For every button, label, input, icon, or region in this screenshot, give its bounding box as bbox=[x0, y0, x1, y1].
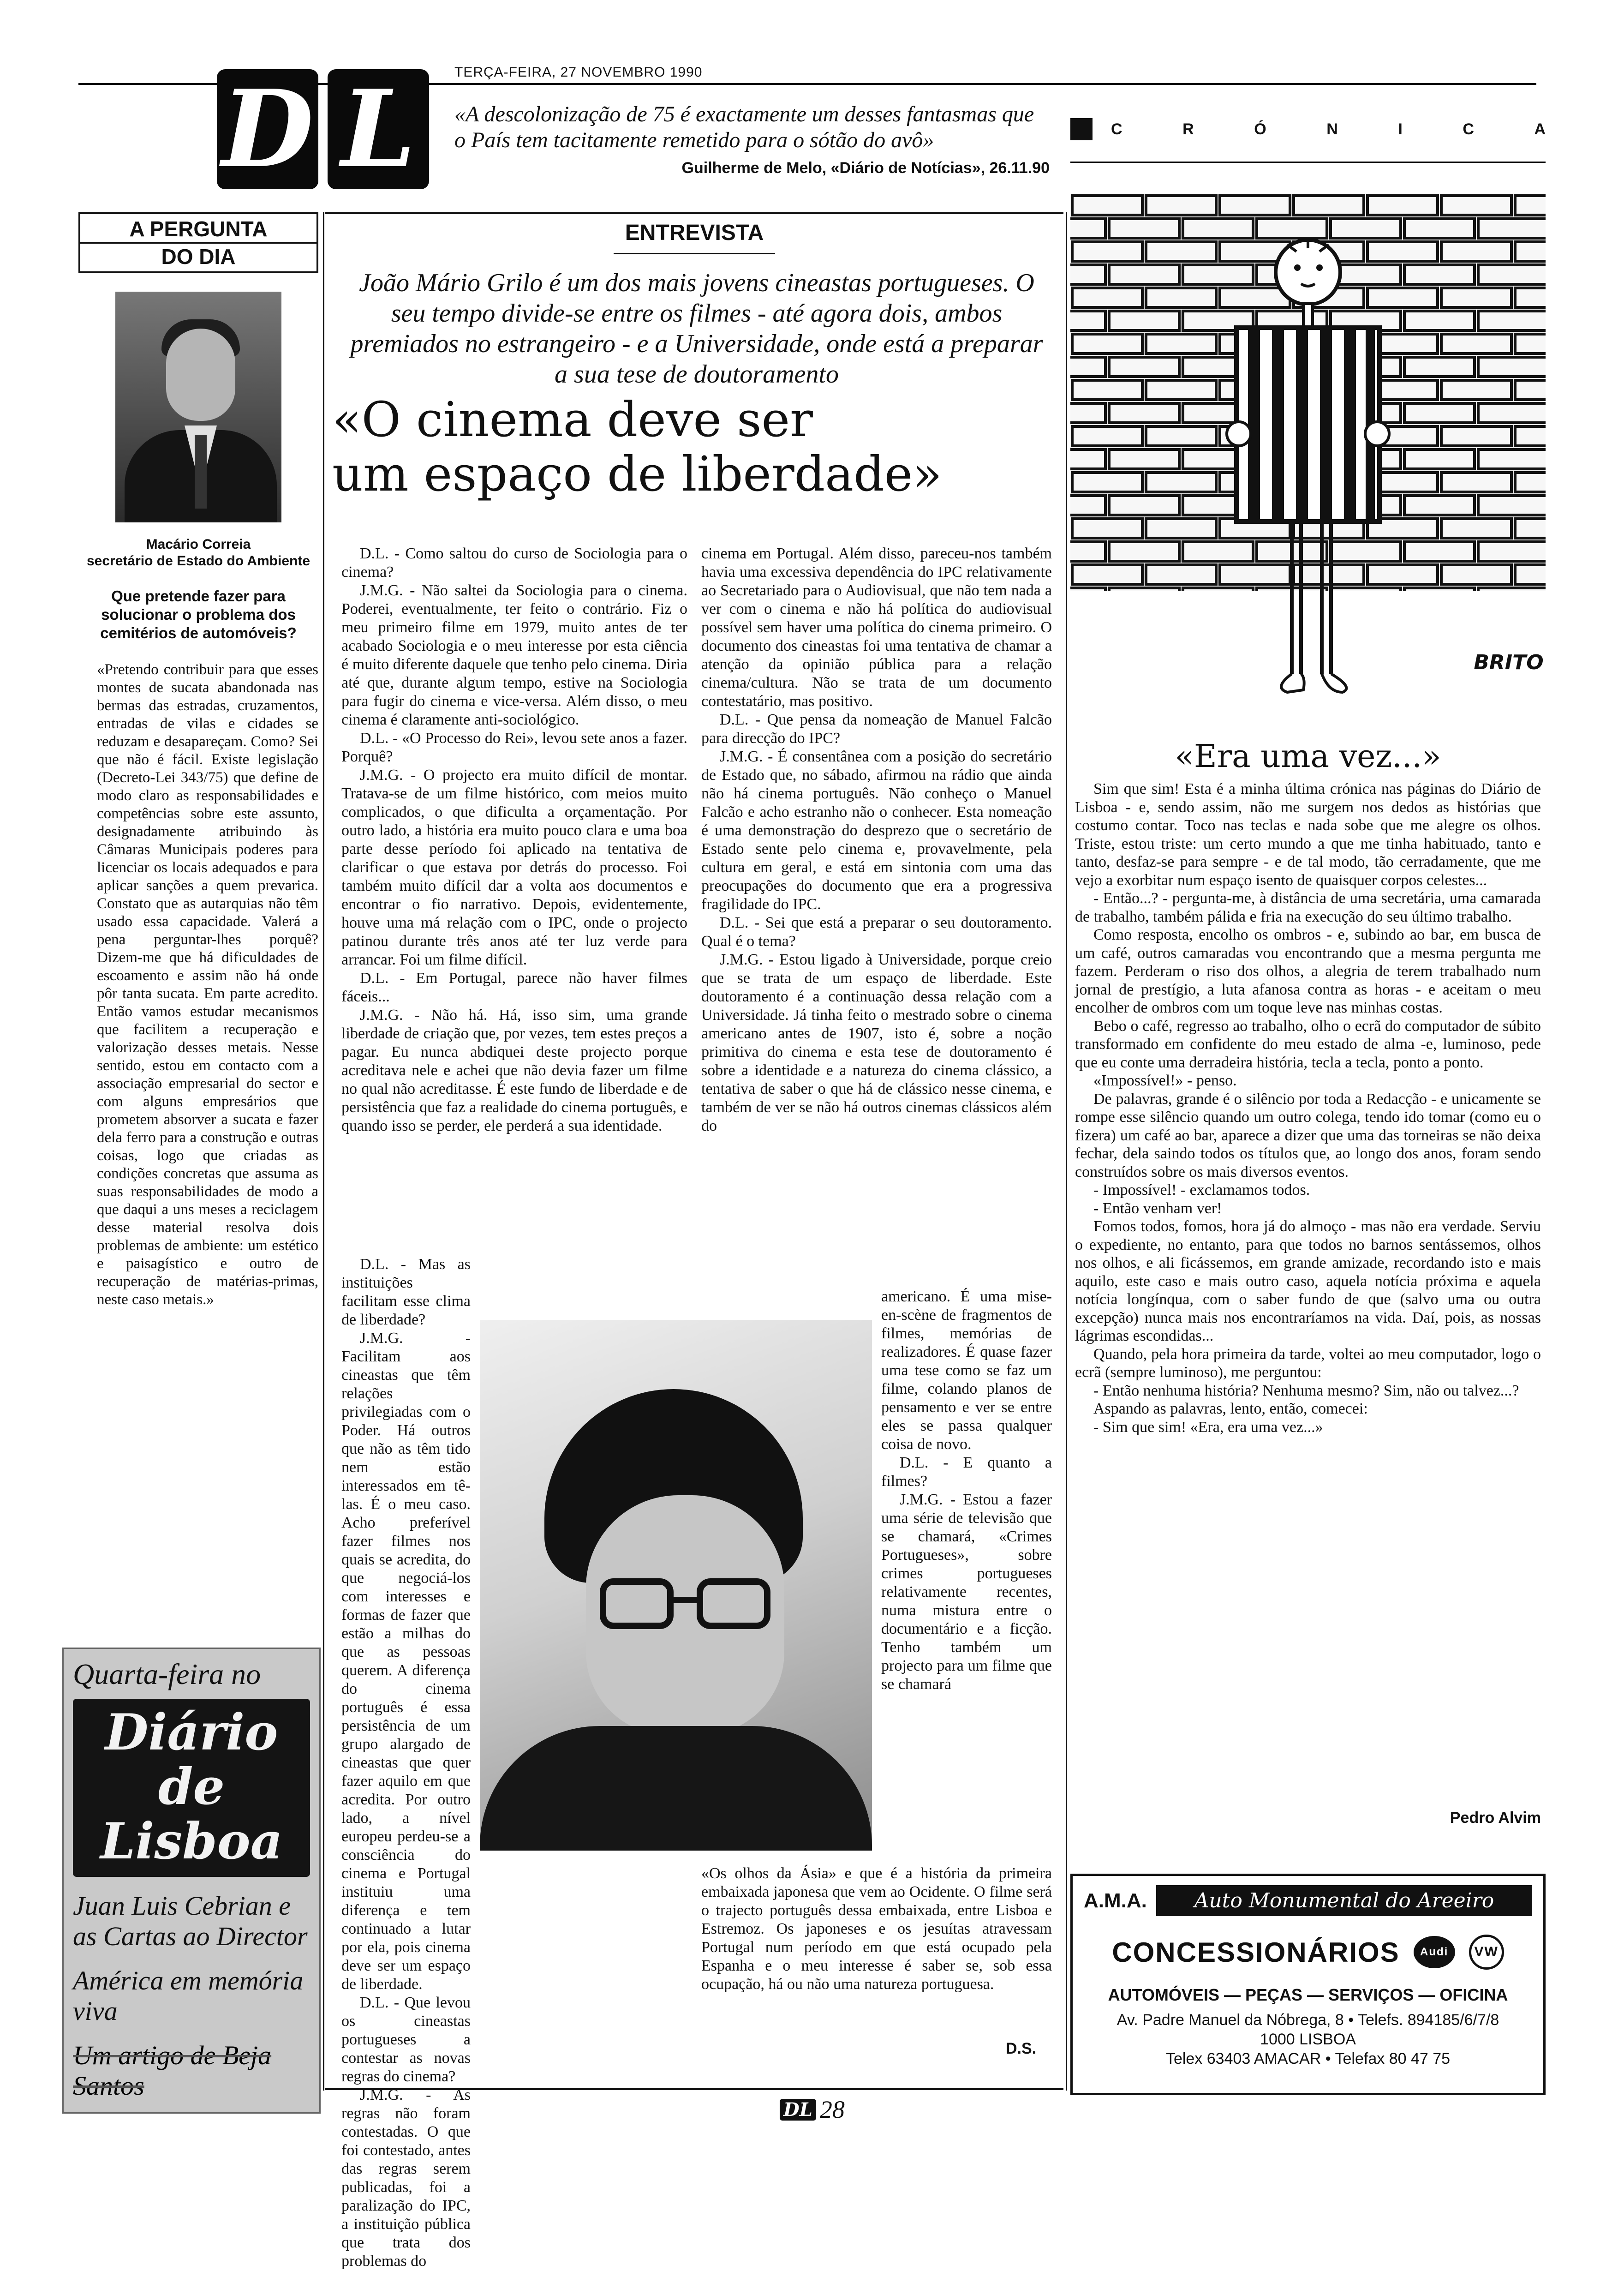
promo-item: Um artigo de Beja Santos bbox=[73, 2040, 272, 2101]
cronica-paragraph: - Impossível! - exclamamos todos. bbox=[1093, 1181, 1310, 1198]
vw-logo-icon: VW bbox=[1469, 1935, 1504, 1970]
interviewee-photo bbox=[480, 1320, 872, 1851]
interview-paragraph: americano. É uma mise-en-scène de fragmentos de filmes, memórias de realizadores. É quase fazer uma tese como se faz um filme, colando planos de pensamento e ver se entre eles se passa qualquer coisa de novo. bbox=[881, 1288, 1052, 1453]
cronica-letter: R bbox=[1182, 120, 1194, 138]
interview-paragraph: J.M.G. - Facilitam aos cineastas que têm relações privilegiadas com o Poder. Há outros que não as têm tido nem estão interessados em tê-las. É o meu caso. Acho preferível fazer filmes nos quais se acredita, do que negociá-los com interesses e formas de fazer que estão a milhas do que as pessoas querem. A diferença do cinema português é essa persistência de um grupo alargado de cineastas que quer fazer aquilo em que acredita. Por outro lado, a nível europeu perdeu-se a consciência do cinema e Portugal instituiu uma diferença e tem continuado a lutar por ela, pois cinema deve ser um espaço de liberdade. bbox=[341, 1330, 471, 1993]
ad-concessionarios: CONCESSIONÁRIOS bbox=[1112, 1936, 1400, 1968]
cronica-letter: I bbox=[1398, 120, 1403, 138]
ad-address-line: 1000 LISBOA bbox=[1260, 2031, 1356, 2048]
pergunta-header-line2: DO DIA bbox=[80, 242, 316, 270]
cronica-body bbox=[1075, 780, 1541, 1436]
cronica-paragraph: Quando, pela hora primeira da tarde, voltei ao meu computador, logo o ecrã (sempre luminoso), me perguntou: bbox=[1075, 1345, 1541, 1381]
caption-name: Macário Correia bbox=[146, 537, 251, 552]
cronica-paragraph: - Então...? - pergunta-me, à distância de uma secretária, uma camarada de trabalho, também pálida e fria na execução do seu último trabalho. bbox=[1075, 890, 1541, 925]
interview-column-3 bbox=[341, 1255, 471, 2271]
ad-script-name: Auto Monumental do Areeiro bbox=[1156, 1885, 1532, 1916]
headline-line1: «O cinema deve ser bbox=[332, 391, 813, 448]
interview-paragraph: D.L. - Como saltou do curso de Sociologia para o cinema? bbox=[341, 545, 687, 581]
interview-headline bbox=[332, 392, 1052, 501]
promo-box bbox=[62, 1648, 321, 2114]
interview-top-rule bbox=[325, 212, 1063, 214]
cronica-black-square bbox=[1070, 118, 1093, 140]
cronica-rule bbox=[1070, 162, 1546, 163]
interview-section-underline bbox=[614, 253, 775, 254]
pergunta-header bbox=[78, 212, 318, 273]
cronica-letter: C bbox=[1463, 120, 1474, 138]
interview-paragraph: J.M.G. - Não saltei da Sociologia para o cinema. Poderei, eventualmente, ter feito o contrário. Fiz o meu primeiro filme em 1979, muito antes de ter acabado Sociologia e o meu interesse por esta ciência é muito diferente daquele que tenho pelo cinema. Diria até que, durante algum tempo, estive na Sociologia para fugir do cinema e vice-versa. Além disso, o meu cinema é claramente anti-sociológico. bbox=[341, 582, 687, 728]
logo-letter-l: L bbox=[328, 69, 429, 189]
interview-signature: D.S. bbox=[1006, 2040, 1037, 2057]
interview-lead: João Mário Grilo é um dos mais jovens cineastas portugueses. O seu tempo divide-se entre os filmes - até agora dois, ambos premiados no estrangeiro - e a Universidade, onde está a preparar a sua tese de doutoramento bbox=[350, 269, 1043, 389]
cronica-paragraph: Bebo o café, regresso ao trabalho, olho o ecrã do computador de súbito transformado em confidente do meu estado de alma -e, luminoso, pede que eu conte uma derradeira história, tecla a tecla, ponto a ponto. bbox=[1075, 1017, 1541, 1071]
headline-line2: um espaço de liberdade» bbox=[332, 446, 942, 502]
cronica-paragraph: Como resposta, encolho os ombros - e, subindo ao bar, em busca de um café, outros camaradas vou encontrando que a mesma pergunta me fazem. Perderam o riso dos olhos, a alegria de terem trabalhado num jornal de prestígio, a luta afanosa contra as horas - e aceitam o meu encolher de ombros com um toque leve nas minhas costas. bbox=[1075, 926, 1541, 1016]
ad-address-line: Av. Padre Manuel da Nóbrega, 8 • Telefs. 894185/6/7/8 bbox=[1116, 2011, 1499, 2029]
interview-paragraph: D.L. - Que levou os cineastas portugueses a contestar as novas regras do cinema? bbox=[341, 1994, 471, 2085]
answer-text: «Pretendo contribuir para que esses montes de sucata abandonada nas bermas das estradas, cruzamentos, entradas de vilas e cidades se reduzam e desapareçam. Como? Sei que não é fácil. Existe legislação (Decreto-Lei 343/75) que define de modo claro as responsabilidades e competências sobre este assunto, designadamente atribuindo às Câmaras Municipais poderes para licenciar os locais adequados e para aplicar sanções a quem prevarica. Constato que as autarquias não têm usado essa capacidade. Valerá a pena perguntar-lhes porquê? Dizem-me que há dificuldades de escoamento e assim não há onde pôr tanta sucata. Em parte acredito. Então vamos estudar mecanismos que facilitem a recuperação e valorização desses metais. Nesse sentido, estou em contacto com a associação empresarial do sector e com alguns empresários que prometem absorver a sucata e fazer dela ferro para a construção e outras coisas, logo que criadas as condições concretas que assuma as suas responsabilidades de modo a que daqui a uns meses a reciclagem desse material resolva dois problemas de ambiente: um estético e paisagístico e outro de recuperação de matérias-primas, neste caso metais.» bbox=[97, 661, 318, 1308]
question-text: Que pretende fazer para solucionar o problema dos cemitérios de automóveis? bbox=[100, 587, 297, 641]
cronica-paragraph: Sim que sim! Esta é a minha última crónica nas páginas do Diário de Lisboa - e, sendo assim, não me surgem nos dedos as histórias que costumo contar. Toco nas teclas e nada sobe que me alegre os olhos. Triste, estou triste: um certo mundo a que me tinha habituado, tanto e tanto, desfaz-se para sempre - e de tal modo, tão cerradamente, que me vejo a exorbitar num espaço isento de quaisquer corpos celestes... bbox=[1075, 780, 1541, 889]
cronica-paragraph: - Sim que sim! «Era, era uma vez...» bbox=[1093, 1418, 1323, 1436]
cronica-paragraph: De palavras, grande é o silêncio por toda a Redacção - e unicamente se rompe esse silêncio quando um outro colega, tendo ido tomar (como eu o fizera) um café ao bar, aparece a dizer que uma das torneiras se não deixa fechar, dela saindo todos os títulos que, ao longo dos anos, foram sendo construídos sobre os mais diversos eventos. bbox=[1075, 1090, 1541, 1180]
column-divider bbox=[1066, 212, 1067, 2091]
audi-logo-icon: Audi bbox=[1414, 1936, 1455, 1968]
cronica-paragraph: - Então venham ver! bbox=[1093, 1199, 1222, 1217]
footer-mini-logo: DL bbox=[780, 2099, 816, 2121]
cronica-title: «Era uma vez...» bbox=[1175, 738, 1441, 775]
cronica-letter: A bbox=[1534, 120, 1546, 138]
interview-column-2 bbox=[701, 545, 1052, 1135]
cartoon-signature: BRITO bbox=[1474, 651, 1544, 674]
portrait-photo bbox=[115, 292, 281, 522]
interview-paragraph: J.M.G. - As regras não foram contestadas. O que foi contestado, antes das regras serem publicadas, foi a paralização do IPC, a instituição pública que trata dos problemas do bbox=[341, 2086, 471, 2270]
dateline: TERÇA-FEIRA, 27 NOVEMBRO 1990 bbox=[454, 65, 703, 80]
interview-paragraph: D.L. - Em Portugal, parece não haver filmes fáceis... bbox=[341, 970, 687, 1005]
cronica-letter: Ó bbox=[1254, 120, 1266, 138]
cronica-paragraph: Aspando as palavras, lento, então, comecei: bbox=[1093, 1400, 1368, 1417]
interview-section-label: ENTREVISTA bbox=[625, 221, 764, 245]
interview-paragraph: D.L. - Que pensa da nomeação de Manuel Falcão para direcção do IPC? bbox=[701, 711, 1052, 747]
interview-paragraph: cinema em Portugal. Além disso, pareceu-nos também havia uma excessiva dependência do IPC relativamente ao Secretariado para o Audiovisual, que não tem nada a ver com o cinema e não há política do audiovisual possível sem haver uma política do cinema primeiro. O documento dos cineastas foi uma tentativa de chamar a atenção da opinião pública para a relação cinema/cultura. Não se trata de um documento contestatário, mas positivo. bbox=[701, 545, 1052, 710]
interview-paragraph: D.L. - Sei que está a preparar o seu doutoramento. Qual é o tema? bbox=[701, 914, 1052, 950]
interview-bottom-rule bbox=[325, 2088, 1063, 2090]
ad-ama-label: A.M.A. bbox=[1084, 1889, 1147, 1912]
interview-paragraph: J.M.G. - Estou ligado à Universidade, porque creio que se trata de um espaço de liberdade. Este doutoramento é a continuação dessa relação com a Universidade. Já tinha feito o mestrado sobre o cinema americano antes de 1907, isto é, sobre a noção primitiva do cinema e esta tese de doutoramento é sobre a identidade e a natureza do cinema clássico, a tentativa de saber o que há de clássico nesse cinema, e também de ver se não há outros cinemas clássicos além do bbox=[701, 951, 1052, 1134]
promo-item: Juan Luis Cebrian e as Cartas ao Director bbox=[73, 1891, 308, 1951]
interview-paragraph: D.L. - E quanto a filmes? bbox=[881, 1454, 1052, 1490]
pergunta-do-dia-column bbox=[78, 212, 318, 1309]
masthead-quote: «A descolonização de 75 é exactamente um desses fantasmas que o País tem tacitamente remetido para o sótão do avô» bbox=[454, 102, 1034, 152]
interview-paragraph: «Os olhos da Ásia» e que é a história da primeira embaixada japonesa que vem ao Ocidente. O filme será o trajecto português dessa embaixada, entre Lisboa e Estremoz. Os japoneses e os jesuítas atravessam Portugal num período em que está ocupado pela Espanha e o meu interesse é saber se, sob essa ocupação, há ou não uma natureza portuguesa. bbox=[701, 1865, 1052, 1993]
interview-column-4 bbox=[881, 1288, 1052, 1694]
interview-paragraph: J.M.G. - É consentânea com a posição do secretário de Estado que, no sábado, afirmou na rádio que ainda não há cinema português. Não conheço o Manuel Falcão e acho estranho não o conhecer. Esta nomeação é uma demonstração do desprezo que o secretário de Estado sente pelo cinema e, provavelmente, pela cultura em geral, e está em sintonia com uma das preocupações do documento que era a progressiva fragilidade do IPC. bbox=[701, 748, 1052, 913]
column-divider bbox=[323, 212, 324, 2091]
ad-address-line: Telex 63403 AMACAR • Telefax 80 47 75 bbox=[1165, 2050, 1451, 2067]
cartoon-brick-wall-prisoner bbox=[1070, 194, 1546, 725]
portrait-caption bbox=[78, 536, 318, 569]
interview-paragraph: D.L. - «O Processo do Rei», levou sete anos a fazer. Porquê? bbox=[341, 730, 687, 765]
masthead-quote-source: Guilherme de Melo, «Diário de Notícias», 26.11.90 bbox=[681, 159, 1050, 177]
interview-paragraph: J.M.G. - O projecto era muito difícil de montar. Tratava-se de um filme histórico, com meios muito complicados, o que dificulta a orçamentação. Por outro lado, a história era muito pouco clara e uma boa parte desse período foi aplicado na tentativa de clarificar o que estava por detrás do processo. Foi também muito difícil dar a volta aos documentos e encontrar o fio narrativo. Depois, evidentemente, houve uma má relação com o IPC, onde o projecto patinou durante três anos até ter luz verde para arrancar. Foi um filme difícil. bbox=[341, 767, 687, 968]
cronica-paragraph: Fomos todos, fomos, hora já do almoço - mas não era verdade. Serviu o expediente, no entanto, para que todos no barnos sentássemos, olhos nos olhos, e ali ficássemos, em grande amizade, recordando isto e mais aquilo, este caso e mais outro caso, aquela notícia próxima e aquela notícia longínqua, com o saber fundo de que (salvo uma ou outra excepção) nunca mais nos encontraríamos na vida. Daí, pois, as nossas lágrimas escondidas... bbox=[1075, 1218, 1541, 1344]
car-dealer-advertisement bbox=[1070, 1874, 1546, 2095]
promo-intro: Quarta-feira no bbox=[73, 1658, 261, 1690]
promo-item: América em memória viva bbox=[73, 1965, 304, 2026]
interview-paragraph: J.M.G. - Não há. Há, isso sim, uma grande liberdade de criação que, por vezes, tem estes preços a pagar. Eu nunca abdiquei deste projecto porque acreditava nele e achei que não devia fazer um filme no qual não acreditasse. É este fundo de liberdade e de persistência que faz a realidade do cinema português, e quando isso se perder, ele perderá a sua identidade. bbox=[341, 1007, 687, 1134]
interview-column-5 bbox=[701, 1864, 1052, 1994]
cronica-section-bar bbox=[1070, 115, 1546, 143]
interview-paragraph: D.L. - Mas as instituições facilitam esse clima de liberdade? bbox=[341, 1256, 471, 1328]
interview-paragraph: J.M.G. - Estou a fazer uma série de televisão que se chamará, «Crimes Portugueses», sobre crimes portugueses relativamente recentes, numa mistura entre o documentário e a ficção. Tenho também um projecto para um filme que se chamará bbox=[881, 1491, 1052, 1693]
cronica-paragraph: «Impossível!» - penso. bbox=[1093, 1072, 1237, 1089]
promo-masthead: Diário de Lisboa bbox=[73, 1699, 310, 1877]
dl-logo bbox=[217, 67, 429, 192]
pergunta-header-line1: A PERGUNTA bbox=[129, 217, 268, 241]
page-footer bbox=[780, 2095, 845, 2124]
cronica-letter: C bbox=[1111, 120, 1122, 138]
ad-services: AUTOMÓVEIS — PEÇAS — SERVIÇOS — OFICINA bbox=[1108, 1985, 1508, 2004]
cronica-paragraph: - Então nenhuma história? Nenhuma mesmo? Sim, não ou talvez...? bbox=[1093, 1382, 1519, 1399]
page-number: 28 bbox=[819, 2096, 845, 2123]
cronica-letter: N bbox=[1326, 120, 1338, 138]
logo-letter-d: D bbox=[217, 69, 318, 189]
cronica-signature: Pedro Alvim bbox=[1450, 1809, 1541, 1827]
interview-column-1 bbox=[341, 545, 687, 1135]
caption-role: secretário de Estado do Ambiente bbox=[86, 553, 310, 569]
